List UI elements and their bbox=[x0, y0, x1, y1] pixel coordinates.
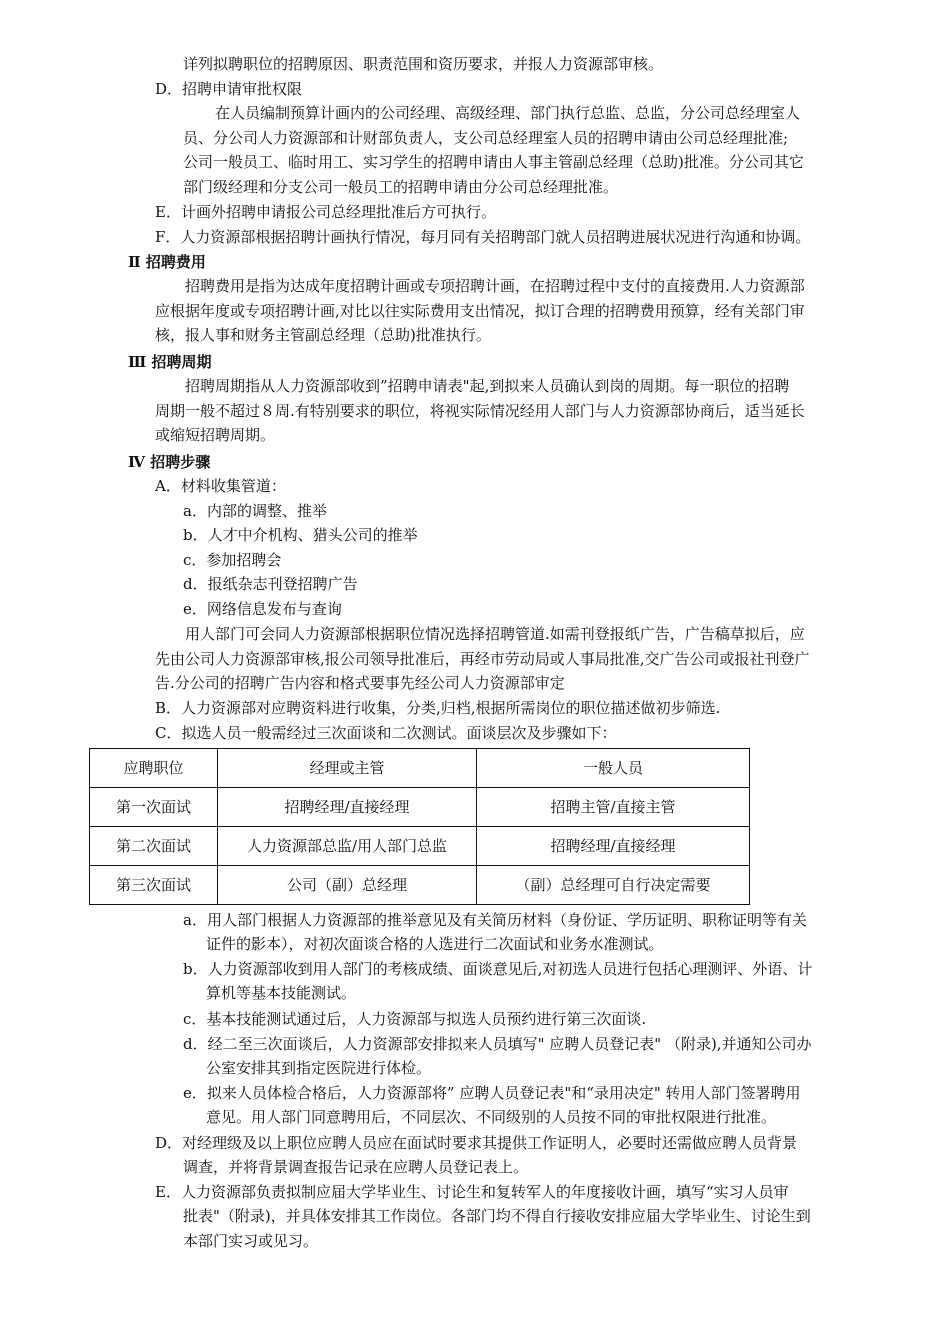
steps-c-line: C．拟选人员一般需经过三次面谈和二次测试。面谈层次及步骤如下： bbox=[155, 724, 617, 742]
table-cell: 第三次面试 bbox=[90, 866, 218, 905]
process-a-line: 证件的影本），对初次面谈合格的人选进行二次面试和业务水准测试。 bbox=[206, 935, 664, 953]
cycle-body-line: 招聘周期指从人力资源部收到”招聘申请表"起,到拟来人员确认到岗的周期。每一职位的招聘 bbox=[185, 377, 790, 395]
approval-body-line: 部门级经理和分支公司一般员工的招聘申请由分公司总经理批准。 bbox=[183, 178, 619, 196]
table-header-row bbox=[90, 749, 750, 788]
channel-note-line: 告.分公司的招聘广告内容和格式要事先经公司人力资源部审定 bbox=[155, 674, 565, 692]
approval-body-line: 在人员编制预算计画内的公司经理、高级经理、部门执行总监、总监，分公司总经理室人 bbox=[215, 104, 801, 122]
cycle-body-line: 周期一般不超过８周.有特别要求的职位，将视实际情况经用人部门与人力资源部协商后，适当延长 bbox=[155, 402, 805, 420]
channel-item: b．人才中介机构、猎头公司的推举 bbox=[183, 526, 418, 544]
channel-item: d．报纸杂志刊登招聘广告 bbox=[183, 575, 358, 593]
final-e-line: 本部门实习或见习。 bbox=[183, 1232, 319, 1250]
table-row bbox=[90, 788, 750, 827]
cycle-body-line: 或缩短招聘周期。 bbox=[155, 426, 276, 444]
steps-a-heading: A．材料收集管道： bbox=[155, 477, 286, 495]
process-e-line: 意见。用人部门同意聘用后，不同层次、不同级别的人员按不同的审批权限进行批准。 bbox=[206, 1108, 777, 1126]
channel-item: e．网络信息发布与查询 bbox=[183, 600, 342, 618]
channel-item: a．内部的调整、推举 bbox=[183, 502, 327, 520]
final-d-line: D．对经理级及以上职位应聘人员应在面试时要求其提供工作证明人，必要时还需做应聘人员背景 bbox=[155, 1134, 798, 1152]
process-d-line: d．经二至三次面谈后，人力资源部安排拟来人员填写" 应聘人员登记表" （附录),并通知公司办 bbox=[183, 1035, 812, 1053]
channel-item: c．参加招聘会 bbox=[183, 551, 282, 569]
approval-heading: D．招聘申请审批权限 bbox=[155, 80, 303, 98]
approval-continued-line: 详列拟聘职位的招聘原因、职责范围和资历要求，并报人力资源部审核。 bbox=[183, 55, 664, 73]
table-cell: 第一次面试 bbox=[90, 788, 218, 827]
final-e-line: 批表"（附录)，并具体安排其工作岗位。各部门均不得自行接收安排应届大学毕业生、讨论生到 bbox=[183, 1207, 811, 1225]
cost-body-line: 应根据年度或专项招聘计画,对比以往实际费用支出情况，拟订合理的招聘费用预算，经有关部门审 bbox=[155, 302, 805, 320]
process-a-line: a．用人部门根据人力资源部的推举意见及有关简历材料（身份证、学历证明、职称证明等有关 bbox=[183, 911, 807, 929]
table-header-cell: 经理或主管 bbox=[218, 749, 477, 788]
table-cell: 公司（副）总经理 bbox=[218, 866, 477, 905]
final-e-line: E．人力资源部负责拟制应届大学毕业生、讨论生和复转军人的年度接收计画，填写“实习人员审 bbox=[155, 1183, 789, 1201]
cost-heading: Ⅱ 招聘费用 bbox=[128, 253, 206, 271]
table-cell: 招聘经理/直接经理 bbox=[477, 827, 750, 866]
table-cell: 人力资源部总监/用人部门总监 bbox=[218, 827, 477, 866]
process-b-line: 算机等基本技能测试。 bbox=[206, 984, 357, 1002]
table-row bbox=[90, 827, 750, 866]
interview-table bbox=[89, 748, 750, 905]
approval-item-e: E．计画外招聘申请报公司总经理批准后方可执行。 bbox=[155, 203, 496, 221]
process-d-line: 公室安排其到指定医院进行体检。 bbox=[206, 1059, 432, 1077]
process-b-line: b．人力资源部收到用人部门的考核成绩、面谈意见后,对初选人员进行包括心理测评、外语、计 bbox=[183, 960, 813, 978]
table-cell: 第二次面试 bbox=[90, 827, 218, 866]
cycle-heading: Ⅲ 招聘周期 bbox=[128, 353, 212, 371]
channel-note-line: 用人部门可会同人力资源部根据职位情况选择招聘管道.如需刊登报纸广告，广告稿草拟后，应 bbox=[185, 625, 805, 643]
steps-b-line: B．人力资源部对应聘资料进行收集，分类,归档,根据所需岗位的职位描述做初步筛选. bbox=[155, 699, 721, 717]
table-row bbox=[90, 866, 750, 905]
process-e-line: e．拟来人员体检合格后，人力资源部将” 应聘人员登记表"和“录用决定" 转用人部门签署聘用 bbox=[183, 1084, 801, 1102]
table-cell: （副）总经理可自行决定需要 bbox=[477, 866, 750, 905]
table-header-cell: 应聘职位 bbox=[90, 749, 218, 788]
table-header-cell: 一般人员 bbox=[477, 749, 750, 788]
process-c-line: c．基本技能测试通过后，人力资源部与拟选人员预约进行第三次面谈. bbox=[183, 1010, 647, 1028]
channel-note-line: 先由公司人力资源部审核,报公司领导批准后，再经市劳动局或人事局批准,交广告公司或报社刊登广 bbox=[155, 650, 810, 668]
steps-heading: Ⅳ 招聘步骤 bbox=[128, 453, 211, 471]
cost-body-line: 招聘费用是指为达成年度招聘计画或专项招聘计画，在招聘过程中支付的直接费用.人力资源部 bbox=[185, 277, 805, 295]
approval-body-line: 员、分公司人力资源部和计财部负责人，支公司总经理室人员的招聘申请由公司总经理批准; bbox=[183, 129, 789, 147]
approval-item-f: F．人力资源部根据招聘计画执行情况，每月同有关招聘部门就人员招聘进展状况进行沟通和协调。 bbox=[155, 228, 811, 246]
cost-body-line: 核，报人事和财务主管副总经理（总助)批准执行。 bbox=[155, 326, 491, 344]
final-d-line: 调查，并将背景调查报告记录在应聘人员登记表上。 bbox=[183, 1158, 529, 1176]
table-cell: 招聘主管/直接主管 bbox=[477, 788, 750, 827]
table-cell: 招聘经理/直接经理 bbox=[218, 788, 477, 827]
approval-body-line: 公司一般员工、临时用工、实习学生的招聘申请由人事主管副总经理（总助)批准。分公司其它 bbox=[183, 153, 804, 171]
